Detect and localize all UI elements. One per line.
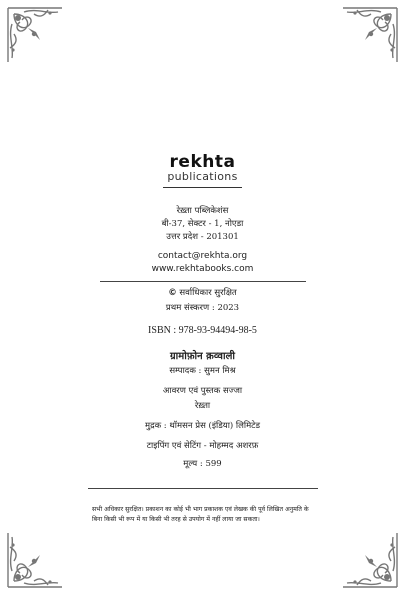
publisher-logo-word: rekhta [169, 152, 236, 172]
corner-ornament-bottom-right [339, 529, 401, 591]
copyright-icon: © [168, 288, 177, 298]
price-line: मूल्य : 599 [183, 459, 222, 469]
contact-website[interactable]: www.rekhtabooks.com [151, 264, 254, 274]
ornament-icon [4, 4, 66, 66]
publisher-logo-sub: publications [167, 170, 238, 183]
rights-line [0, 288, 405, 299]
ornament-icon [339, 529, 401, 591]
corner-ornament-top-left [4, 4, 66, 66]
ornament-icon [339, 4, 401, 66]
edition-line: प्रथम संस्करण : 2023 [165, 303, 240, 313]
address-line-2: उत्तर प्रदेश - 201301 [166, 232, 239, 242]
corner-ornament-bottom-left [4, 529, 66, 591]
publisher-name: रेख़्ता पब्लिकेशंस [176, 206, 229, 216]
rights-text: सर्वाधिकार सुरक्षित [179, 288, 237, 298]
logo-divider [163, 187, 242, 188]
book-title: ग्रामोफ़ोन क़व्वाली [170, 351, 235, 362]
contact-email[interactable]: contact@rekhta.org [157, 251, 248, 261]
cover-design-label: आवरण एवं पुस्तक सज्जा [162, 386, 243, 396]
cover-design-by: रेख़्ता [194, 401, 211, 411]
section-divider [100, 281, 306, 282]
editor-line: सम्पादक : सुमन मिश्र [169, 366, 236, 376]
notice-divider [88, 488, 318, 489]
address-line-1: बी-37, सेक्टर - 1, नोएडा [161, 219, 244, 229]
printer-line: मुद्रक : थॉमसन प्रेस (इंडिया) लिमिटेड [144, 421, 261, 431]
copyright-notice: सभी अधिकार सुरक्षित। प्रकाशन का कोई भी भाग प्रकाशक एवं लेखक की पूर्व लिखित अनुमति के बिना किसी भी रूप में या किसी भी तरह से उपयोग में नहीं लाया जा सकता। [92, 506, 309, 523]
typesetting-line: टाइपिंग एवं सेटिंग - मोहम्मद अशरफ़ [146, 441, 259, 451]
ornament-icon [4, 529, 66, 591]
corner-ornament-top-right [339, 4, 401, 66]
isbn: ISBN : 978-93-94494-98-5 [148, 325, 257, 336]
